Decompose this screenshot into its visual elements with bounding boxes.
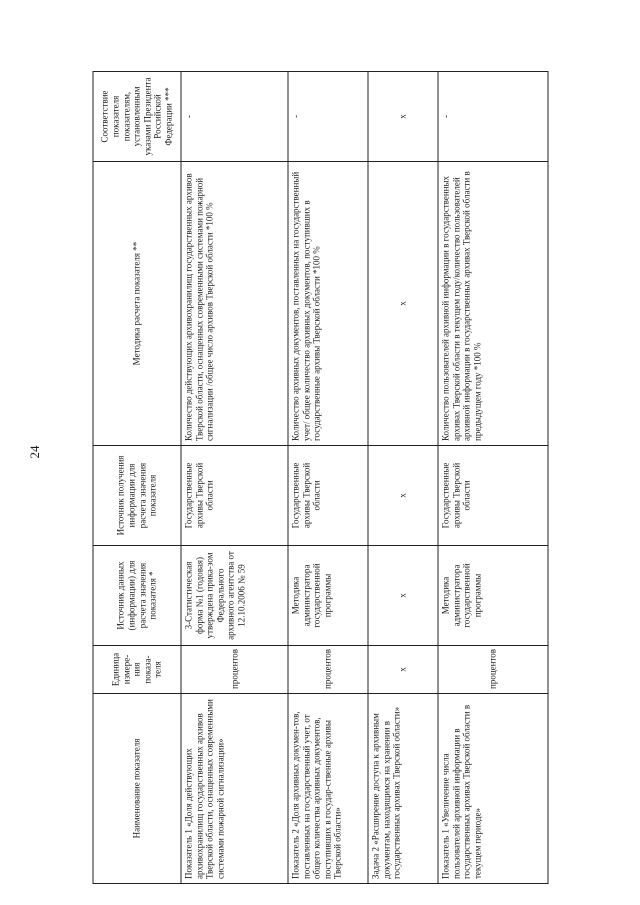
cell-name: Задача 2 «Расширение доступа к архивным документам, находящимся на хранении в государственных архивах Тверской области» <box>368 694 438 884</box>
table-row <box>368 72 438 884</box>
cell-unit: процентов <box>438 646 548 694</box>
table-row <box>438 72 548 884</box>
cell-data-source: Методика администратора государственной программы <box>288 546 368 646</box>
header-compliance: Соответствие показателя показателям, установленным указами Президента Российской Федерации *** <box>93 72 181 162</box>
header-info-source: Источник получения информации для расчета значения показателя <box>93 446 181 546</box>
header-data-source: Источник данных (информации) для расчета значения показателя * <box>93 546 181 646</box>
cell-method: x <box>368 162 438 446</box>
header-method: Методика расчета показателя ** <box>93 162 181 446</box>
cell-compliance: - <box>288 72 368 162</box>
cell-unit: x <box>368 646 438 694</box>
cell-method: Количество пользователей архивной информации в государственных архивах Тверской области в текущем году/количество пользователей архивной информации в государственных архивах Тверской области в предыдущем году *100 % <box>438 162 548 446</box>
page-number: 24 <box>27 445 42 459</box>
header-unit: Единица измере-ния показа-теля <box>93 646 181 694</box>
cell-name: Показатель 1 «Увеличение числа пользователей архивной информации в государственных архивах Тверской области в текущем периоде» <box>438 694 548 884</box>
cell-info-source: Государственные архивы Тверской области <box>288 446 368 546</box>
table-row <box>288 72 368 884</box>
cell-name: Показатель 1 «Доля действующих архивохранилищ государственных архивов Тверской области, оснащенных современными системами пожарной сигнализации» <box>181 694 288 884</box>
cell-data-source: x <box>368 546 438 646</box>
cell-info-source: Государственные архивы Тверской области <box>181 446 288 546</box>
header-row <box>93 72 181 884</box>
cell-method: Количество действующих архивохранилищ государственных архивов Тверской области, оснащенных современными системами пожарной сигнализации /общее число архивов Тверской области *100 % <box>181 162 288 446</box>
table-row <box>181 72 288 884</box>
header-name: Наименование показателя <box>93 694 181 884</box>
cell-unit: процентов <box>181 646 288 694</box>
cell-data-source: Методика администратора государственной программы <box>438 546 548 646</box>
cell-method: Количество архивных документов, поставленных на государственный учет/ общее количество архивных документов, поступивших в государственные архивы Тверской области *100 % <box>288 162 368 446</box>
rotated-table-container <box>93 72 548 884</box>
indicator-table <box>93 71 549 884</box>
cell-data-source: 3-Статистическая форма №1 (годовая) утверждена прика-зом Федерального архивного агентства от 12.10.2006 № 59 <box>181 546 288 646</box>
cell-compliance: - <box>438 72 548 162</box>
cell-info-source: x <box>368 446 438 546</box>
cell-compliance: x <box>368 72 438 162</box>
cell-unit: процентов <box>288 646 368 694</box>
cell-info-source: Государственные архивы Тверской области <box>438 446 548 546</box>
cell-compliance: - <box>181 72 288 162</box>
cell-name: Показатель 2 «Доля архивных докумен-тов, поставленных на государственный учет, от общего количества архивных документов, поступивших в государ-ственные архивы Тверской области» <box>288 694 368 884</box>
